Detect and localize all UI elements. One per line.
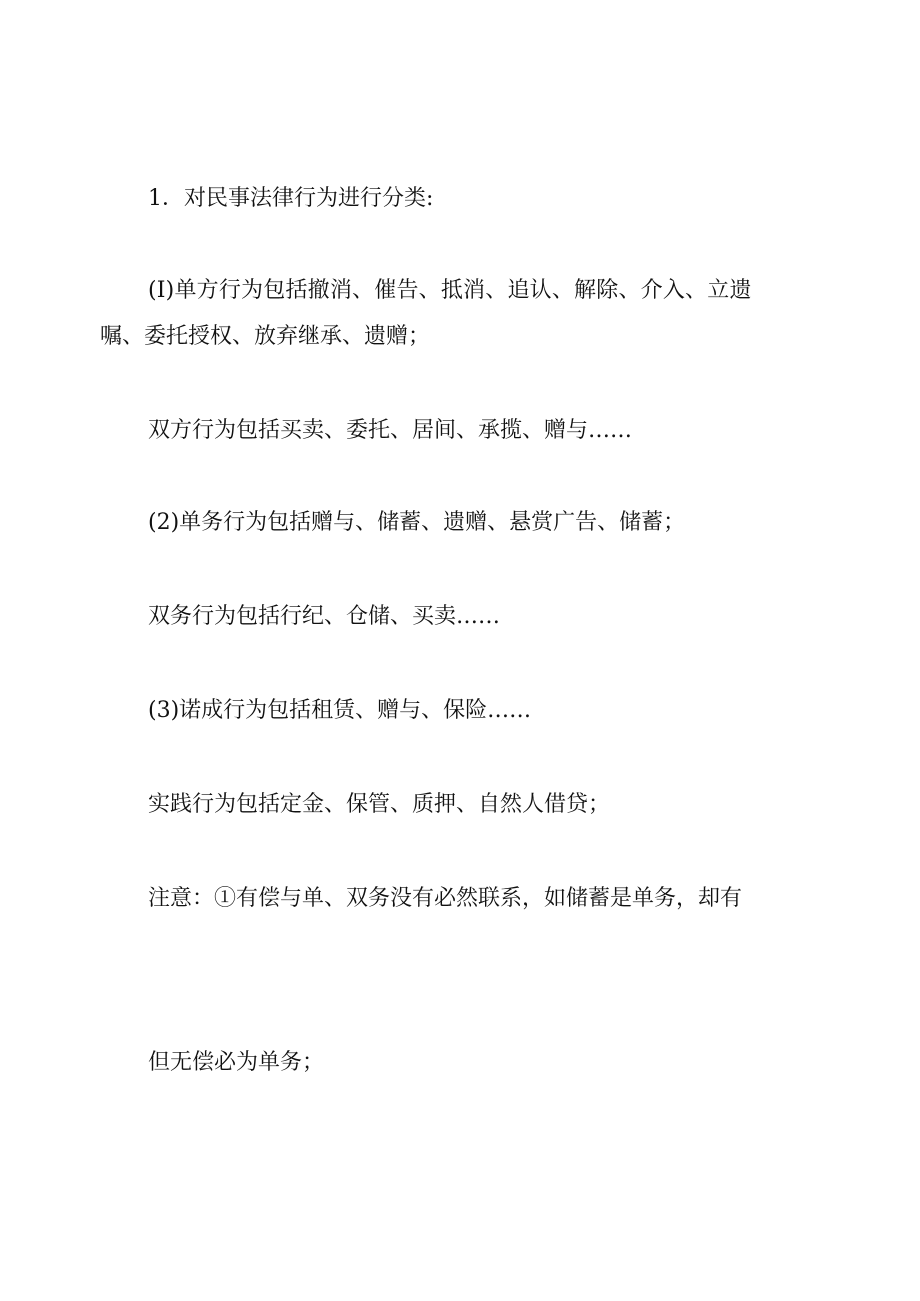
section-heading: 1．对民事法律行为进行分类: bbox=[148, 186, 434, 211]
practical-acts-line: 实践行为包括定金、保管、质押、自然人借贷； bbox=[148, 792, 611, 817]
consensual-acts-line: (3)诺成行为包括租赁、赠与、保险…… bbox=[148, 698, 532, 723]
note-line-1: 注意：①有偿与单、双务没有必然联系，如储蓄是单务，却有 bbox=[148, 886, 743, 911]
unilateral-acts-line-2: 嘱、委托授权、放弃继承、遗赠； bbox=[100, 324, 431, 349]
unilateral-acts-line-1: (I)单方行为包括撤消、催告、抵消、追认、解除、介入、立遗 bbox=[148, 278, 752, 303]
note-line-2: 但无偿必为单务； bbox=[148, 1050, 325, 1075]
unilateral-obligation-line: (2)单务行为包括赠与、储蓄、遗赠、悬赏广告、储蓄； bbox=[148, 510, 686, 535]
bilateral-obligation-line: 双务行为包括行纪、仓储、买卖…… bbox=[148, 604, 501, 629]
bilateral-acts-line: 双方行为包括买卖、委托、居间、承揽、赠与…… bbox=[148, 418, 633, 443]
